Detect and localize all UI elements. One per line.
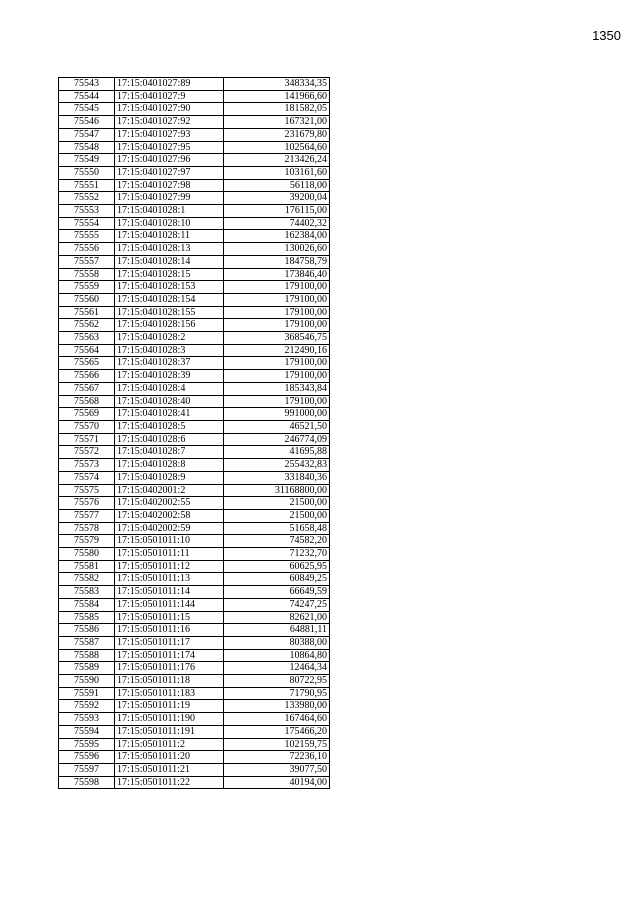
value-cell: 74247,25 <box>224 598 330 611</box>
table-row <box>59 370 330 383</box>
row-id-cell: 75597 <box>59 763 115 776</box>
value-cell: 368546,75 <box>224 332 330 345</box>
value-cell: 103161,60 <box>224 166 330 179</box>
value-cell: 162384,00 <box>224 230 330 243</box>
value-cell: 991000,00 <box>224 408 330 421</box>
table-row <box>59 306 330 319</box>
cadastral-number-cell: 17:15:0402001:2 <box>115 484 224 497</box>
cadastral-number-cell: 17:15:0401027:9 <box>115 90 224 103</box>
row-id-cell: 75574 <box>59 471 115 484</box>
value-cell: 175466,20 <box>224 725 330 738</box>
cadastral-number-cell: 17:15:0401028:154 <box>115 293 224 306</box>
table-row <box>59 433 330 446</box>
cadastral-number-cell: 17:15:0402002:58 <box>115 509 224 522</box>
value-cell: 64881,11 <box>224 624 330 637</box>
table-row <box>59 548 330 561</box>
table-row <box>59 509 330 522</box>
cadastral-number-cell: 17:15:0401028:9 <box>115 471 224 484</box>
cadastral-number-cell: 17:15:0401027:97 <box>115 166 224 179</box>
value-cell: 130026,60 <box>224 243 330 256</box>
row-id-cell: 75546 <box>59 116 115 129</box>
value-cell: 40194,00 <box>224 776 330 789</box>
cadastral-number-cell: 17:15:0401028:6 <box>115 433 224 446</box>
row-id-cell: 75556 <box>59 243 115 256</box>
value-cell: 51658,48 <box>224 522 330 535</box>
row-id-cell: 75544 <box>59 90 115 103</box>
cadastral-number-cell: 17:15:0501011:16 <box>115 624 224 637</box>
value-cell: 60625,95 <box>224 560 330 573</box>
row-id-cell: 75580 <box>59 548 115 561</box>
value-cell: 71232,70 <box>224 548 330 561</box>
value-cell: 102564,60 <box>224 141 330 154</box>
cadastral-number-cell: 17:15:0401027:95 <box>115 141 224 154</box>
row-id-cell: 75552 <box>59 192 115 205</box>
value-cell: 331840,36 <box>224 471 330 484</box>
value-cell: 179100,00 <box>224 319 330 332</box>
table-row <box>59 738 330 751</box>
cadastral-number-cell: 17:15:0501011:2 <box>115 738 224 751</box>
cadastral-number-cell: 17:15:0501011:191 <box>115 725 224 738</box>
value-cell: 31168800,00 <box>224 484 330 497</box>
row-id-cell: 75568 <box>59 395 115 408</box>
value-cell: 231679,80 <box>224 128 330 141</box>
row-id-cell: 75590 <box>59 675 115 688</box>
table-row <box>59 344 330 357</box>
table-row <box>59 573 330 586</box>
table-row <box>59 154 330 167</box>
table-row <box>59 700 330 713</box>
value-cell: 185343,84 <box>224 382 330 395</box>
value-cell: 74582,20 <box>224 535 330 548</box>
row-id-cell: 75570 <box>59 420 115 433</box>
value-cell: 179100,00 <box>224 370 330 383</box>
table-row <box>59 598 330 611</box>
row-id-cell: 75572 <box>59 446 115 459</box>
table-body <box>59 78 330 789</box>
table-row <box>59 78 330 91</box>
cadastral-number-cell: 17:15:0402002:59 <box>115 522 224 535</box>
table-row <box>59 636 330 649</box>
row-id-cell: 75557 <box>59 255 115 268</box>
value-cell: 102159,75 <box>224 738 330 751</box>
cadastral-number-cell: 17:15:0401028:14 <box>115 255 224 268</box>
row-id-cell: 75578 <box>59 522 115 535</box>
value-cell: 141966,60 <box>224 90 330 103</box>
row-id-cell: 75598 <box>59 776 115 789</box>
value-cell: 39077,50 <box>224 763 330 776</box>
cadastral-number-cell: 17:15:0401028:13 <box>115 243 224 256</box>
table-row <box>59 560 330 573</box>
value-cell: 74402,32 <box>224 217 330 230</box>
cadastral-number-cell: 17:15:0401028:40 <box>115 395 224 408</box>
value-cell: 167464,60 <box>224 713 330 726</box>
row-id-cell: 75559 <box>59 281 115 294</box>
row-id-cell: 75586 <box>59 624 115 637</box>
table-row <box>59 357 330 370</box>
table-row <box>59 141 330 154</box>
table-row <box>59 268 330 281</box>
row-id-cell: 75591 <box>59 687 115 700</box>
row-id-cell: 75550 <box>59 166 115 179</box>
value-cell: 80388,00 <box>224 636 330 649</box>
value-cell: 12464,34 <box>224 662 330 675</box>
row-id-cell: 75545 <box>59 103 115 116</box>
value-cell: 66649,59 <box>224 586 330 599</box>
row-id-cell: 75585 <box>59 611 115 624</box>
table-row <box>59 662 330 675</box>
row-id-cell: 75596 <box>59 751 115 764</box>
table-row <box>59 497 330 510</box>
cadastral-number-cell: 17:15:0501011:15 <box>115 611 224 624</box>
cadastral-number-cell: 17:15:0401028:153 <box>115 281 224 294</box>
cadastral-number-cell: 17:15:0401028:1 <box>115 205 224 218</box>
cadastral-number-cell: 17:15:0501011:176 <box>115 662 224 675</box>
cadastral-number-cell: 17:15:0501011:13 <box>115 573 224 586</box>
value-cell: 60849,25 <box>224 573 330 586</box>
table-row <box>59 205 330 218</box>
data-table <box>58 77 330 789</box>
cadastral-number-cell: 17:15:0401027:99 <box>115 192 224 205</box>
page-number: 1350 <box>592 28 621 43</box>
value-cell: 167321,00 <box>224 116 330 129</box>
cadastral-number-cell: 17:15:0401028:5 <box>115 420 224 433</box>
cadastral-number-cell: 17:15:0401028:11 <box>115 230 224 243</box>
cadastral-number-cell: 17:15:0401028:156 <box>115 319 224 332</box>
row-id-cell: 75589 <box>59 662 115 675</box>
table-row <box>59 713 330 726</box>
value-cell: 173846,40 <box>224 268 330 281</box>
row-id-cell: 75551 <box>59 179 115 192</box>
cadastral-number-cell: 17:15:0501011:17 <box>115 636 224 649</box>
table-row <box>59 649 330 662</box>
cadastral-number-cell: 17:15:0401028:7 <box>115 446 224 459</box>
value-cell: 133980,00 <box>224 700 330 713</box>
row-id-cell: 75569 <box>59 408 115 421</box>
table-row <box>59 484 330 497</box>
value-cell: 80722,95 <box>224 675 330 688</box>
row-id-cell: 75554 <box>59 217 115 230</box>
table-row <box>59 624 330 637</box>
cadastral-number-cell: 17:15:0501011:18 <box>115 675 224 688</box>
cadastral-number-cell: 17:15:0501011:14 <box>115 586 224 599</box>
cadastral-number-cell: 17:15:0401028:37 <box>115 357 224 370</box>
table-row <box>59 382 330 395</box>
table-row <box>59 408 330 421</box>
table-row <box>59 217 330 230</box>
table-row <box>59 459 330 472</box>
value-cell: 71790,95 <box>224 687 330 700</box>
cadastral-number-cell: 17:15:0401028:10 <box>115 217 224 230</box>
value-cell: 255432,83 <box>224 459 330 472</box>
value-cell: 179100,00 <box>224 281 330 294</box>
table-row <box>59 166 330 179</box>
table-row <box>59 293 330 306</box>
value-cell: 21500,00 <box>224 509 330 522</box>
table-row <box>59 725 330 738</box>
row-id-cell: 75582 <box>59 573 115 586</box>
cadastral-number-cell: 17:15:0401027:98 <box>115 179 224 192</box>
cadastral-number-cell: 17:15:0401028:3 <box>115 344 224 357</box>
cadastral-number-cell: 17:15:0401028:4 <box>115 382 224 395</box>
value-cell: 179100,00 <box>224 306 330 319</box>
table-row <box>59 751 330 764</box>
row-id-cell: 75595 <box>59 738 115 751</box>
row-id-cell: 75579 <box>59 535 115 548</box>
table-row <box>59 116 330 129</box>
table-row <box>59 395 330 408</box>
table-row <box>59 255 330 268</box>
cadastral-number-cell: 17:15:0501011:21 <box>115 763 224 776</box>
row-id-cell: 75584 <box>59 598 115 611</box>
cadastral-number-cell: 17:15:0401028:39 <box>115 370 224 383</box>
table-row <box>59 446 330 459</box>
row-id-cell: 75575 <box>59 484 115 497</box>
value-cell: 176115,00 <box>224 205 330 218</box>
row-id-cell: 75581 <box>59 560 115 573</box>
cadastral-number-cell: 17:15:0501011:20 <box>115 751 224 764</box>
table-row <box>59 471 330 484</box>
table-row <box>59 103 330 116</box>
cadastral-number-cell: 17:15:0401028:155 <box>115 306 224 319</box>
table-row <box>59 128 330 141</box>
value-cell: 10864,80 <box>224 649 330 662</box>
table-row <box>59 192 330 205</box>
value-cell: 21500,00 <box>224 497 330 510</box>
row-id-cell: 75561 <box>59 306 115 319</box>
row-id-cell: 75573 <box>59 459 115 472</box>
row-id-cell: 75566 <box>59 370 115 383</box>
row-id-cell: 75593 <box>59 713 115 726</box>
cadastral-number-cell: 17:15:0501011:12 <box>115 560 224 573</box>
value-cell: 179100,00 <box>224 395 330 408</box>
value-cell: 46521,50 <box>224 420 330 433</box>
value-cell: 72236,10 <box>224 751 330 764</box>
table-row <box>59 776 330 789</box>
table-row <box>59 675 330 688</box>
table-row <box>59 611 330 624</box>
row-id-cell: 75583 <box>59 586 115 599</box>
value-cell: 213426,24 <box>224 154 330 167</box>
cadastral-number-cell: 17:15:0402002:55 <box>115 497 224 510</box>
row-id-cell: 75567 <box>59 382 115 395</box>
row-id-cell: 75555 <box>59 230 115 243</box>
cadastral-number-cell: 17:15:0401027:92 <box>115 116 224 129</box>
cadastral-number-cell: 17:15:0501011:22 <box>115 776 224 789</box>
row-id-cell: 75592 <box>59 700 115 713</box>
cadastral-number-cell: 17:15:0501011:183 <box>115 687 224 700</box>
cadastral-number-cell: 17:15:0401027:89 <box>115 78 224 91</box>
value-cell: 246774,09 <box>224 433 330 446</box>
row-id-cell: 75565 <box>59 357 115 370</box>
table-row <box>59 687 330 700</box>
value-cell: 39200,04 <box>224 192 330 205</box>
row-id-cell: 75577 <box>59 509 115 522</box>
cadastral-number-cell: 17:15:0401027:90 <box>115 103 224 116</box>
table-row <box>59 332 330 345</box>
table-row <box>59 535 330 548</box>
row-id-cell: 75548 <box>59 141 115 154</box>
value-cell: 179100,00 <box>224 357 330 370</box>
cadastral-number-cell: 17:15:0401027:96 <box>115 154 224 167</box>
value-cell: 179100,00 <box>224 293 330 306</box>
value-cell: 212490,16 <box>224 344 330 357</box>
row-id-cell: 75553 <box>59 205 115 218</box>
table-row <box>59 522 330 535</box>
row-id-cell: 75571 <box>59 433 115 446</box>
table-row <box>59 281 330 294</box>
cadastral-number-cell: 17:15:0501011:174 <box>115 649 224 662</box>
cadastral-number-cell: 17:15:0401028:41 <box>115 408 224 421</box>
row-id-cell: 75564 <box>59 344 115 357</box>
row-id-cell: 75588 <box>59 649 115 662</box>
cadastral-number-cell: 17:15:0401027:93 <box>115 128 224 141</box>
value-cell: 181582,05 <box>224 103 330 116</box>
cadastral-number-cell: 17:15:0401028:8 <box>115 459 224 472</box>
row-id-cell: 75560 <box>59 293 115 306</box>
table-row <box>59 230 330 243</box>
table-row <box>59 586 330 599</box>
row-id-cell: 75549 <box>59 154 115 167</box>
cadastral-number-cell: 17:15:0501011:10 <box>115 535 224 548</box>
table-row <box>59 243 330 256</box>
row-id-cell: 75558 <box>59 268 115 281</box>
cadastral-number-cell: 17:15:0401028:2 <box>115 332 224 345</box>
value-cell: 184758,79 <box>224 255 330 268</box>
table-row <box>59 763 330 776</box>
row-id-cell: 75576 <box>59 497 115 510</box>
row-id-cell: 75543 <box>59 78 115 91</box>
cadastral-number-cell: 17:15:0501011:19 <box>115 700 224 713</box>
value-cell: 41695,88 <box>224 446 330 459</box>
table-row <box>59 179 330 192</box>
row-id-cell: 75563 <box>59 332 115 345</box>
table-row <box>59 420 330 433</box>
table-row <box>59 319 330 332</box>
row-id-cell: 75587 <box>59 636 115 649</box>
row-id-cell: 75594 <box>59 725 115 738</box>
value-cell: 348334,35 <box>224 78 330 91</box>
cadastral-number-cell: 17:15:0401028:15 <box>115 268 224 281</box>
table-row <box>59 90 330 103</box>
cadastral-number-cell: 17:15:0501011:144 <box>115 598 224 611</box>
cadastral-number-cell: 17:15:0501011:190 <box>115 713 224 726</box>
row-id-cell: 75562 <box>59 319 115 332</box>
cadastral-number-cell: 17:15:0501011:11 <box>115 548 224 561</box>
row-id-cell: 75547 <box>59 128 115 141</box>
value-cell: 56118,00 <box>224 179 330 192</box>
value-cell: 82621,00 <box>224 611 330 624</box>
